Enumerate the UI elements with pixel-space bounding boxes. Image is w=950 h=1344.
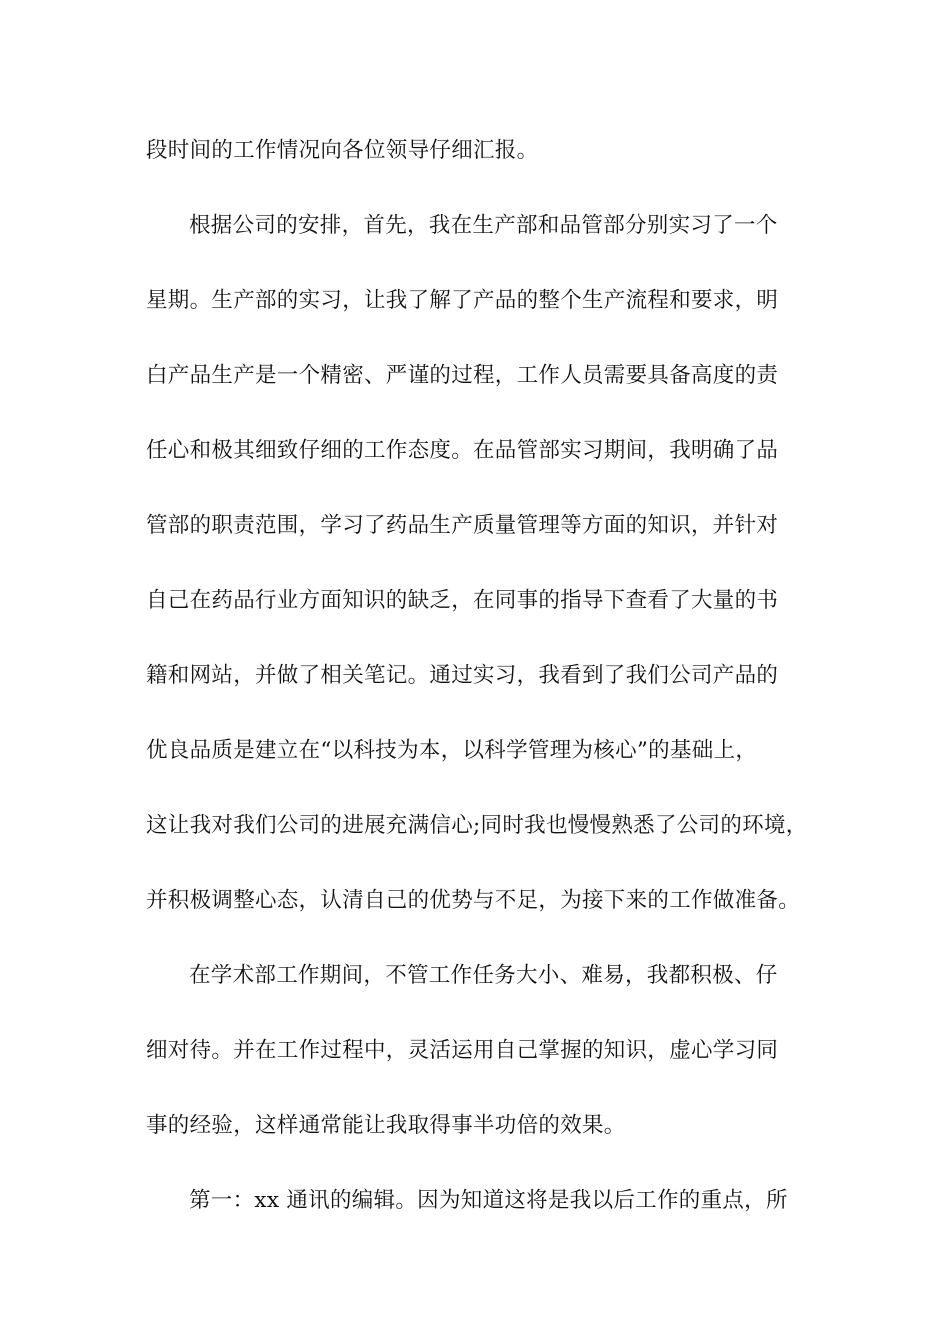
text-line: 管部的职责范围，学习了药品生产质量管理等方面的知识，并针对 bbox=[146, 513, 779, 538]
text-line: 自己在药品行业方面知识的缺乏，在同事的指导下查看了大量的书 bbox=[146, 588, 779, 613]
text-line: 细对待。并在工作过程中，灵活运用自己掌握的知识，虚心学习同 bbox=[146, 1038, 779, 1063]
text-line: 优良品质是建立在“以科技为本，以科学管理为核心”的基础上， bbox=[146, 738, 758, 763]
text-line: 白产品生产是一个精密、严谨的过程，工作人员需要具备高度的责 bbox=[146, 363, 779, 388]
text-line: 这让我对我们公司的进展充满信心;同时我也慢慢熟悉了公司的环境， bbox=[146, 813, 808, 838]
text-line: 并积极调整心态，认清自己的优势与不足，为接下来的工作做准备。 bbox=[146, 888, 801, 913]
paragraph-start-line: 根据公司的安排，首先，我在生产部和品管部分别实习了一个 bbox=[189, 213, 778, 238]
text-line: 星期。生产部的实习，让我了解了产品的整个生产流程和要求，明 bbox=[146, 288, 779, 313]
text-line: 任心和极其细致仔细的工作态度。在品管部实习期间，我明确了品 bbox=[146, 438, 779, 463]
text-line: 段时间的工作情况向各位领导仔细汇报。 bbox=[146, 138, 539, 163]
text-line: 事的经验，这样通常能让我取得事半功倍的效果。 bbox=[146, 1113, 626, 1138]
paragraph-start-line: 第一：xx 通讯的编辑。因为知道这将是我以后工作的重点，所 bbox=[189, 1188, 788, 1213]
text-line: 籍和网站，并做了相关笔记。通过实习，我看到了我们公司产品的 bbox=[146, 663, 779, 688]
paragraph-start-line: 在学术部工作期间，不管工作任务大小、难易，我都积极、仔 bbox=[189, 963, 778, 988]
